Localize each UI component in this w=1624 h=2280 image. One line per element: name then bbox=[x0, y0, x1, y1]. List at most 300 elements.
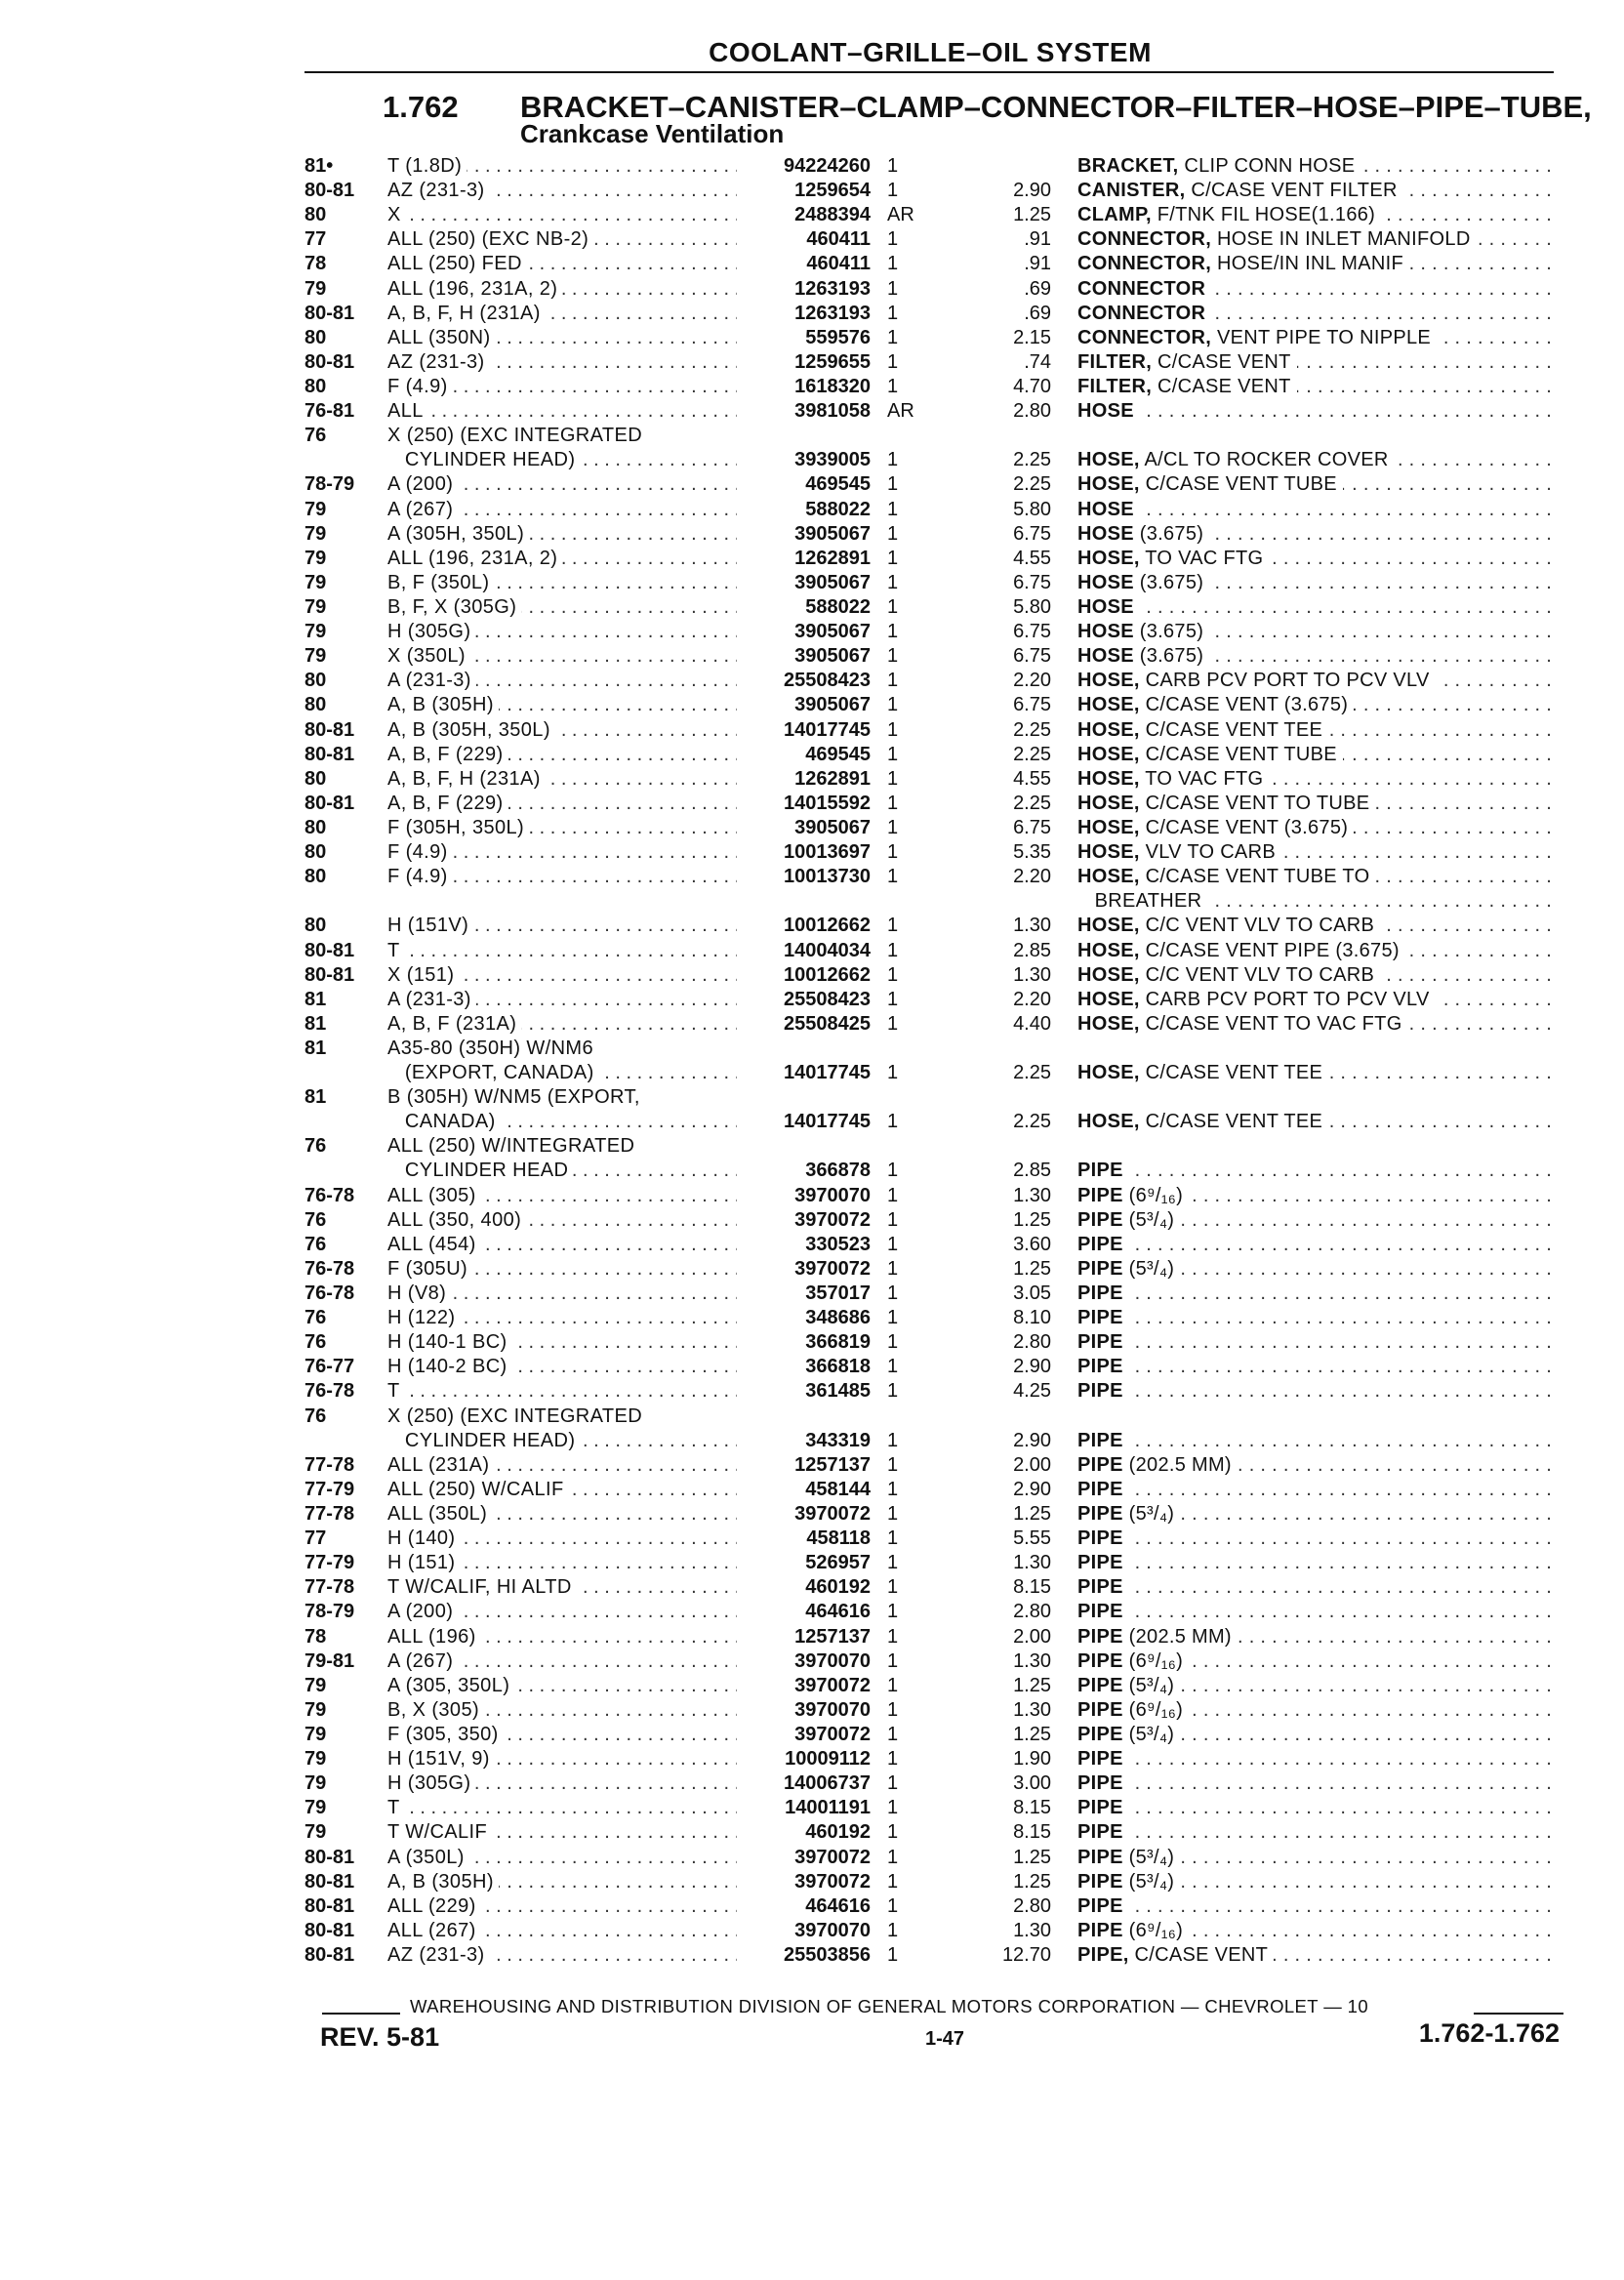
row-application bbox=[387, 816, 737, 840]
row-application bbox=[387, 571, 737, 595]
row-application bbox=[387, 1282, 737, 1306]
row-application bbox=[387, 1698, 737, 1723]
row-description-name: HOSE, bbox=[1077, 841, 1140, 864]
row-price: 1.30 bbox=[1013, 1184, 1051, 1206]
row-description bbox=[1077, 1134, 1556, 1159]
section-title: COOLANT–GRILLE–OIL SYSTEM bbox=[709, 37, 1152, 67]
row-description bbox=[1077, 865, 1556, 889]
table-row bbox=[0, 1771, 1624, 1796]
row-description-detail: (202.5 MM) bbox=[1122, 1453, 1232, 1476]
row-description-detail: CLIP CONN HOSE bbox=[1178, 155, 1356, 177]
row-application bbox=[387, 1527, 737, 1551]
row-application bbox=[387, 1208, 737, 1233]
table-row bbox=[0, 1846, 1624, 1870]
row-part-number: 1257137 bbox=[794, 1625, 871, 1648]
table-row bbox=[0, 1110, 1624, 1134]
row-description bbox=[1077, 154, 1556, 179]
row-year: 76-77 bbox=[304, 1356, 355, 1378]
row-price: 6.75 bbox=[1013, 621, 1051, 643]
row-application-text: F (4.9) bbox=[387, 866, 453, 887]
row-application bbox=[387, 227, 737, 252]
row-description-name: PIPE bbox=[1077, 1552, 1123, 1574]
row-description bbox=[1077, 1208, 1556, 1233]
row-application bbox=[387, 644, 737, 669]
row-part-number: 464616 bbox=[805, 1894, 871, 1917]
header-rule bbox=[304, 71, 1554, 73]
row-application bbox=[387, 277, 737, 302]
row-application bbox=[387, 498, 737, 522]
row-application-text: T bbox=[387, 940, 405, 961]
row-description-detail: F/TNK FIL HOSE(1.166) bbox=[1151, 204, 1376, 226]
row-description bbox=[1077, 203, 1556, 227]
row-application-text: F (305U) bbox=[387, 1258, 472, 1280]
row-application-text: H (V8) bbox=[387, 1282, 451, 1304]
row-quantity: 1 bbox=[887, 743, 899, 765]
row-year: 79 bbox=[304, 522, 327, 545]
row-application bbox=[387, 1551, 737, 1575]
row-description-name: HOSE, bbox=[1077, 1012, 1140, 1035]
row-year: 80-81 bbox=[304, 1870, 355, 1893]
row-part-number: 3970070 bbox=[794, 1919, 871, 1941]
row-description bbox=[1077, 1379, 1556, 1404]
row-description-name: CONNECTOR bbox=[1077, 277, 1206, 300]
row-price: 1.30 bbox=[1013, 1698, 1051, 1721]
row-description-detail: (5³/₄) bbox=[1122, 1257, 1175, 1280]
row-price: 1.30 bbox=[1013, 1649, 1051, 1672]
row-application-text: ALL (250) FED bbox=[387, 253, 527, 274]
row-quantity: 1 bbox=[887, 1208, 899, 1231]
row-description-detail: TO VAC FTG bbox=[1139, 767, 1264, 790]
row-application-text: T W/CALIF bbox=[387, 1821, 492, 1843]
row-description bbox=[1077, 498, 1556, 522]
row-year: 78-79 bbox=[304, 1601, 355, 1623]
row-application-text: A (305H, 350L) bbox=[387, 523, 529, 545]
row-quantity: 1 bbox=[887, 1625, 899, 1648]
row-year: 79 bbox=[304, 1772, 327, 1795]
row-application-text: X (250) (EXC INTEGRATED bbox=[387, 1405, 647, 1427]
row-application bbox=[387, 154, 737, 179]
row-year: 78 bbox=[304, 253, 327, 275]
row-quantity: 1 bbox=[887, 1257, 899, 1280]
row-part-number: 330523 bbox=[805, 1233, 871, 1255]
row-part-number: 1259654 bbox=[794, 180, 871, 202]
row-description-name: HOSE bbox=[1077, 595, 1134, 618]
table-row bbox=[0, 1159, 1624, 1183]
row-year: 79 bbox=[304, 1674, 327, 1696]
row-description-detail: HOSE IN INLET MANIFOLD bbox=[1211, 228, 1471, 251]
row-application-text: H (151) bbox=[387, 1552, 461, 1573]
row-description-name: PIPE bbox=[1077, 1208, 1123, 1231]
row-description-name: PIPE bbox=[1077, 1797, 1123, 1819]
row-application bbox=[387, 767, 737, 792]
table-row bbox=[0, 252, 1624, 276]
row-part-number: 3970070 bbox=[794, 1649, 871, 1672]
row-description bbox=[1077, 816, 1556, 840]
row-description-name: HOSE, bbox=[1077, 816, 1140, 838]
row-quantity: 1 bbox=[887, 595, 899, 618]
row-description-detail: (3.675) bbox=[1133, 522, 1204, 545]
row-part-number: 3905067 bbox=[794, 694, 871, 716]
row-application-text: ALL (350, 400) bbox=[387, 1209, 526, 1231]
row-price: 6.75 bbox=[1013, 645, 1051, 668]
row-quantity: 1 bbox=[887, 792, 899, 814]
row-description-name: PIPE, bbox=[1077, 1943, 1129, 1966]
row-quantity: 1 bbox=[887, 449, 899, 471]
row-description bbox=[1077, 399, 1556, 424]
row-description bbox=[1077, 1820, 1556, 1845]
table-row bbox=[0, 1355, 1624, 1379]
row-part-number: 464616 bbox=[805, 1601, 871, 1623]
row-application-text: F (4.9) bbox=[387, 376, 453, 397]
row-price: 5.80 bbox=[1013, 498, 1051, 520]
row-description-name: PIPE bbox=[1077, 1821, 1123, 1844]
row-description-name: PIPE bbox=[1077, 1527, 1123, 1550]
table-row bbox=[0, 1747, 1624, 1771]
row-part-number: 14017745 bbox=[784, 1062, 871, 1084]
row-description bbox=[1077, 595, 1556, 620]
row-description-detail: (5³/₄) bbox=[1122, 1674, 1175, 1696]
row-description bbox=[1077, 424, 1556, 448]
row-quantity: 1 bbox=[887, 1601, 899, 1623]
row-description-name: HOSE bbox=[1077, 498, 1134, 520]
row-quantity: 1 bbox=[887, 1919, 899, 1941]
row-part-number: 460192 bbox=[805, 1576, 871, 1599]
row-description-name: HOSE, bbox=[1077, 694, 1140, 716]
row-application-text: B, X (305) bbox=[387, 1699, 484, 1721]
row-quantity: 1 bbox=[887, 866, 899, 888]
row-application bbox=[387, 1846, 737, 1870]
row-price: 2.80 bbox=[1013, 1894, 1051, 1917]
row-part-number: 460192 bbox=[805, 1821, 871, 1844]
row-application-text: A, B, F (231A) bbox=[387, 1013, 521, 1035]
row-description bbox=[1077, 1575, 1556, 1600]
row-price: 1.30 bbox=[1013, 915, 1051, 937]
row-application bbox=[387, 1159, 737, 1183]
row-price: 5.80 bbox=[1013, 595, 1051, 618]
row-year: 76 bbox=[304, 1135, 327, 1158]
row-description-name: CLAMP, bbox=[1077, 204, 1152, 226]
page-number: 1-47 bbox=[925, 2028, 965, 2050]
row-price: 3.00 bbox=[1013, 1772, 1051, 1795]
row-price: 2.25 bbox=[1013, 743, 1051, 765]
row-application bbox=[387, 1134, 737, 1159]
row-year: 80-81 bbox=[304, 1919, 355, 1941]
row-year: 80 bbox=[304, 841, 327, 864]
row-application-text: CYLINDER HEAD) bbox=[387, 1430, 580, 1451]
row-quantity: 1 bbox=[887, 1748, 899, 1771]
row-part-number: 3981058 bbox=[794, 400, 871, 423]
row-quantity: 1 bbox=[887, 1797, 899, 1819]
row-application bbox=[387, 595, 737, 620]
row-year: 79-81 bbox=[304, 1649, 355, 1672]
row-part-number: 3905067 bbox=[794, 645, 871, 668]
row-application-text: A, B, F, H (231A) bbox=[387, 303, 546, 324]
row-quantity: 1 bbox=[887, 1552, 899, 1574]
row-description-detail: VENT PIPE TO NIPPLE bbox=[1211, 326, 1432, 348]
row-description bbox=[1077, 963, 1556, 988]
row-description-name: PIPE bbox=[1077, 1894, 1123, 1917]
table-row bbox=[0, 472, 1624, 497]
row-description bbox=[1077, 1796, 1556, 1820]
row-description-name: HOSE bbox=[1077, 522, 1134, 545]
row-price: 6.75 bbox=[1013, 694, 1051, 716]
row-quantity: 1 bbox=[887, 1429, 899, 1451]
row-year: 81 bbox=[304, 988, 327, 1010]
row-part-number: 3970072 bbox=[794, 1674, 871, 1696]
row-price: 6.75 bbox=[1013, 571, 1051, 593]
row-part-number: 3905067 bbox=[794, 571, 871, 593]
row-price: 2.25 bbox=[1013, 792, 1051, 814]
row-quantity: 1 bbox=[887, 1307, 899, 1329]
row-description bbox=[1077, 1061, 1556, 1085]
row-application bbox=[387, 1184, 737, 1208]
table-row bbox=[0, 1698, 1624, 1723]
row-year: 80-81 bbox=[304, 792, 355, 814]
table-row bbox=[0, 1551, 1624, 1575]
row-year: 81• bbox=[304, 155, 334, 177]
row-quantity: 1 bbox=[887, 522, 899, 545]
row-year: 77-79 bbox=[304, 1478, 355, 1500]
row-application-text: T (1.8D) bbox=[387, 155, 467, 177]
row-description-name: PIPE bbox=[1077, 1380, 1123, 1403]
row-description-detail: TO VAC FTG bbox=[1139, 547, 1264, 569]
row-quantity: 1 bbox=[887, 228, 899, 251]
row-year: 80-81 bbox=[304, 1894, 355, 1917]
table-row bbox=[0, 547, 1624, 571]
row-application bbox=[387, 1747, 737, 1771]
row-price: 8.10 bbox=[1013, 1307, 1051, 1329]
row-application-text: H (122) bbox=[387, 1307, 461, 1328]
row-price: .91 bbox=[1024, 228, 1051, 251]
row-application-text: F (305, 350) bbox=[387, 1724, 504, 1745]
row-price: 2.00 bbox=[1013, 1453, 1051, 1476]
row-part-number: 10012662 bbox=[784, 915, 871, 937]
row-description bbox=[1077, 179, 1556, 203]
table-row bbox=[0, 1379, 1624, 1404]
row-quantity: 1 bbox=[887, 963, 899, 986]
table-row bbox=[0, 988, 1624, 1012]
row-description-detail: (6⁹/₁₆) bbox=[1122, 1698, 1184, 1721]
row-year: 76-78 bbox=[304, 1380, 355, 1403]
row-quantity: 1 bbox=[887, 1356, 899, 1378]
row-quantity: 1 bbox=[887, 1062, 899, 1084]
table-row bbox=[0, 522, 1624, 547]
row-description-detail: C/CASE VENT TEE bbox=[1139, 718, 1323, 741]
row-year: 80 bbox=[304, 767, 327, 790]
row-application-text: A (305, 350L) bbox=[387, 1675, 514, 1696]
table-row bbox=[0, 1870, 1624, 1894]
row-application bbox=[387, 620, 737, 644]
row-part-number: 1263193 bbox=[794, 302, 871, 324]
row-application bbox=[387, 939, 737, 963]
row-description bbox=[1077, 1674, 1556, 1698]
row-description-name: HOSE, bbox=[1077, 866, 1140, 888]
row-year: 77-78 bbox=[304, 1576, 355, 1599]
row-part-number: 3970070 bbox=[794, 1698, 871, 1721]
row-price: 2.25 bbox=[1013, 473, 1051, 496]
row-application bbox=[387, 914, 737, 938]
row-application-text: F (4.9) bbox=[387, 841, 453, 863]
row-application bbox=[387, 1796, 737, 1820]
row-year: 79 bbox=[304, 498, 327, 520]
row-quantity: 1 bbox=[887, 915, 899, 937]
row-year: 79 bbox=[304, 1724, 327, 1745]
row-year: 76 bbox=[304, 1208, 327, 1231]
row-quantity: 1 bbox=[887, 1453, 899, 1476]
row-price: 1.25 bbox=[1013, 1846, 1051, 1868]
row-year: 80 bbox=[304, 694, 327, 716]
row-description bbox=[1077, 1429, 1556, 1453]
table-row bbox=[0, 743, 1624, 767]
row-application-text: ALL (267) bbox=[387, 1920, 481, 1941]
table-row bbox=[0, 1625, 1624, 1649]
row-year: 77-78 bbox=[304, 1503, 355, 1526]
row-description-name: BRACKET, bbox=[1077, 155, 1179, 177]
row-application bbox=[387, 547, 737, 571]
row-application-text: A, B, F, H (231A) bbox=[387, 768, 546, 790]
row-application bbox=[387, 1379, 737, 1404]
row-description-name: PIPE bbox=[1077, 1846, 1123, 1868]
row-application bbox=[387, 669, 737, 693]
row-application bbox=[387, 1012, 737, 1037]
row-part-number: 361485 bbox=[805, 1380, 871, 1403]
row-application bbox=[387, 1820, 737, 1845]
row-part-number: 3905067 bbox=[794, 816, 871, 838]
row-quantity: 1 bbox=[887, 939, 899, 961]
row-quantity: 1 bbox=[887, 180, 899, 202]
row-year: 80-81 bbox=[304, 180, 355, 202]
row-year: 76-81 bbox=[304, 400, 355, 423]
row-year: 78 bbox=[304, 1625, 327, 1648]
row-description-detail: (202.5 MM) bbox=[1122, 1625, 1232, 1648]
row-application bbox=[387, 1355, 737, 1379]
row-description-name: HOSE bbox=[1077, 571, 1134, 593]
row-quantity: 1 bbox=[887, 1674, 899, 1696]
row-application-text: A (231-3) bbox=[387, 989, 476, 1010]
row-quantity: 1 bbox=[887, 375, 899, 397]
row-price: 2.90 bbox=[1013, 1478, 1051, 1500]
row-application-text: B, F, X (305G) bbox=[387, 596, 521, 618]
row-application bbox=[387, 1085, 737, 1110]
row-quantity: 1 bbox=[887, 694, 899, 716]
row-part-number: 469545 bbox=[805, 473, 871, 496]
row-price: 1.25 bbox=[1013, 1503, 1051, 1526]
row-application bbox=[387, 1061, 737, 1085]
row-price: 3.05 bbox=[1013, 1282, 1051, 1305]
table-row bbox=[0, 889, 1624, 914]
row-description-name: PIPE bbox=[1077, 1307, 1123, 1329]
row-application-text: H (151V, 9) bbox=[387, 1748, 495, 1770]
row-year: 79 bbox=[304, 571, 327, 593]
row-description bbox=[1077, 1012, 1556, 1037]
table-row bbox=[0, 1649, 1624, 1674]
row-part-number: 10013697 bbox=[784, 841, 871, 864]
row-description-detail: C/CASE VENT (3.675) bbox=[1139, 694, 1349, 716]
table-row bbox=[0, 1282, 1624, 1306]
table-row bbox=[0, 1575, 1624, 1600]
row-year: 80-81 bbox=[304, 302, 355, 324]
row-description-name: PIPE bbox=[1077, 1257, 1123, 1280]
row-description-detail: C/CASE VENT bbox=[1128, 1943, 1269, 1966]
row-description bbox=[1077, 1698, 1556, 1723]
row-year: 80-81 bbox=[304, 963, 355, 986]
row-application-text: H (140) bbox=[387, 1527, 461, 1549]
row-part-number: 357017 bbox=[805, 1282, 871, 1305]
row-price: 2.90 bbox=[1013, 180, 1051, 202]
row-quantity: 1 bbox=[887, 1111, 899, 1133]
row-part-number: 1262891 bbox=[794, 547, 871, 569]
row-application bbox=[387, 1037, 737, 1061]
row-quantity: 1 bbox=[887, 571, 899, 593]
row-part-number: 14001191 bbox=[785, 1797, 871, 1819]
row-description bbox=[1077, 718, 1556, 743]
row-description-detail: C/CASE VENT bbox=[1152, 375, 1291, 397]
row-price: 2.85 bbox=[1013, 939, 1051, 961]
row-application-text: ALL (196) bbox=[387, 1626, 481, 1648]
row-price: 1.30 bbox=[1013, 963, 1051, 986]
table-row bbox=[0, 1796, 1624, 1820]
row-application-text: A (267) bbox=[387, 499, 458, 520]
row-description-name: PIPE bbox=[1077, 1282, 1123, 1305]
row-quantity: 1 bbox=[887, 1282, 899, 1305]
table-row bbox=[0, 498, 1624, 522]
row-part-number: 588022 bbox=[805, 498, 871, 520]
row-price: 8.15 bbox=[1013, 1797, 1051, 1819]
table-row bbox=[0, 840, 1624, 865]
row-description-name: FILTER, bbox=[1077, 350, 1153, 373]
row-description-detail: HOSE/IN INL MANIF bbox=[1211, 253, 1403, 275]
row-quantity: 1 bbox=[887, 767, 899, 790]
row-application-text: ALL (350N) bbox=[387, 327, 496, 348]
row-application-text: A (200) bbox=[387, 1601, 458, 1622]
row-year: 80-81 bbox=[304, 1943, 355, 1966]
row-part-number: 366878 bbox=[805, 1160, 871, 1182]
row-application-text: ALL (231A) bbox=[387, 1454, 494, 1476]
row-description bbox=[1077, 1405, 1556, 1429]
row-description-name: HOSE bbox=[1077, 400, 1134, 423]
row-description bbox=[1077, 1478, 1556, 1502]
row-description-detail: C/CASE VENT TUBE bbox=[1139, 743, 1337, 765]
row-quantity: 1 bbox=[887, 621, 899, 643]
revision-label: REV. 5-81 bbox=[320, 2022, 440, 2052]
row-description bbox=[1077, 1919, 1556, 1943]
table-row bbox=[0, 816, 1624, 840]
row-application bbox=[387, 203, 737, 227]
row-description-detail: (6⁹/₁₆) bbox=[1122, 1919, 1184, 1941]
table-row bbox=[0, 1478, 1624, 1502]
row-application bbox=[387, 1723, 737, 1747]
row-application bbox=[387, 1306, 737, 1330]
row-description-detail: C/CASE VENT (3.675) bbox=[1139, 816, 1349, 838]
table-row bbox=[0, 1429, 1624, 1453]
row-price: .91 bbox=[1024, 253, 1051, 275]
row-price: 2.20 bbox=[1013, 988, 1051, 1010]
row-description-name: PIPE bbox=[1077, 1649, 1123, 1672]
row-description-name: HOSE, bbox=[1077, 915, 1140, 937]
row-application bbox=[387, 1478, 737, 1502]
row-year: 76-78 bbox=[304, 1282, 355, 1305]
row-quantity: 1 bbox=[887, 1943, 899, 1966]
row-description-name: HOSE bbox=[1077, 645, 1134, 668]
row-application bbox=[387, 302, 737, 326]
row-description-detail: (5³/₄) bbox=[1122, 1724, 1175, 1745]
row-description bbox=[1077, 1625, 1556, 1649]
row-price: 2.90 bbox=[1013, 1356, 1051, 1378]
row-year: 76 bbox=[304, 1331, 327, 1354]
row-description-name: PIPE bbox=[1077, 1503, 1123, 1526]
row-price: 1.25 bbox=[1013, 1674, 1051, 1696]
row-part-number: 14017745 bbox=[784, 1111, 871, 1133]
